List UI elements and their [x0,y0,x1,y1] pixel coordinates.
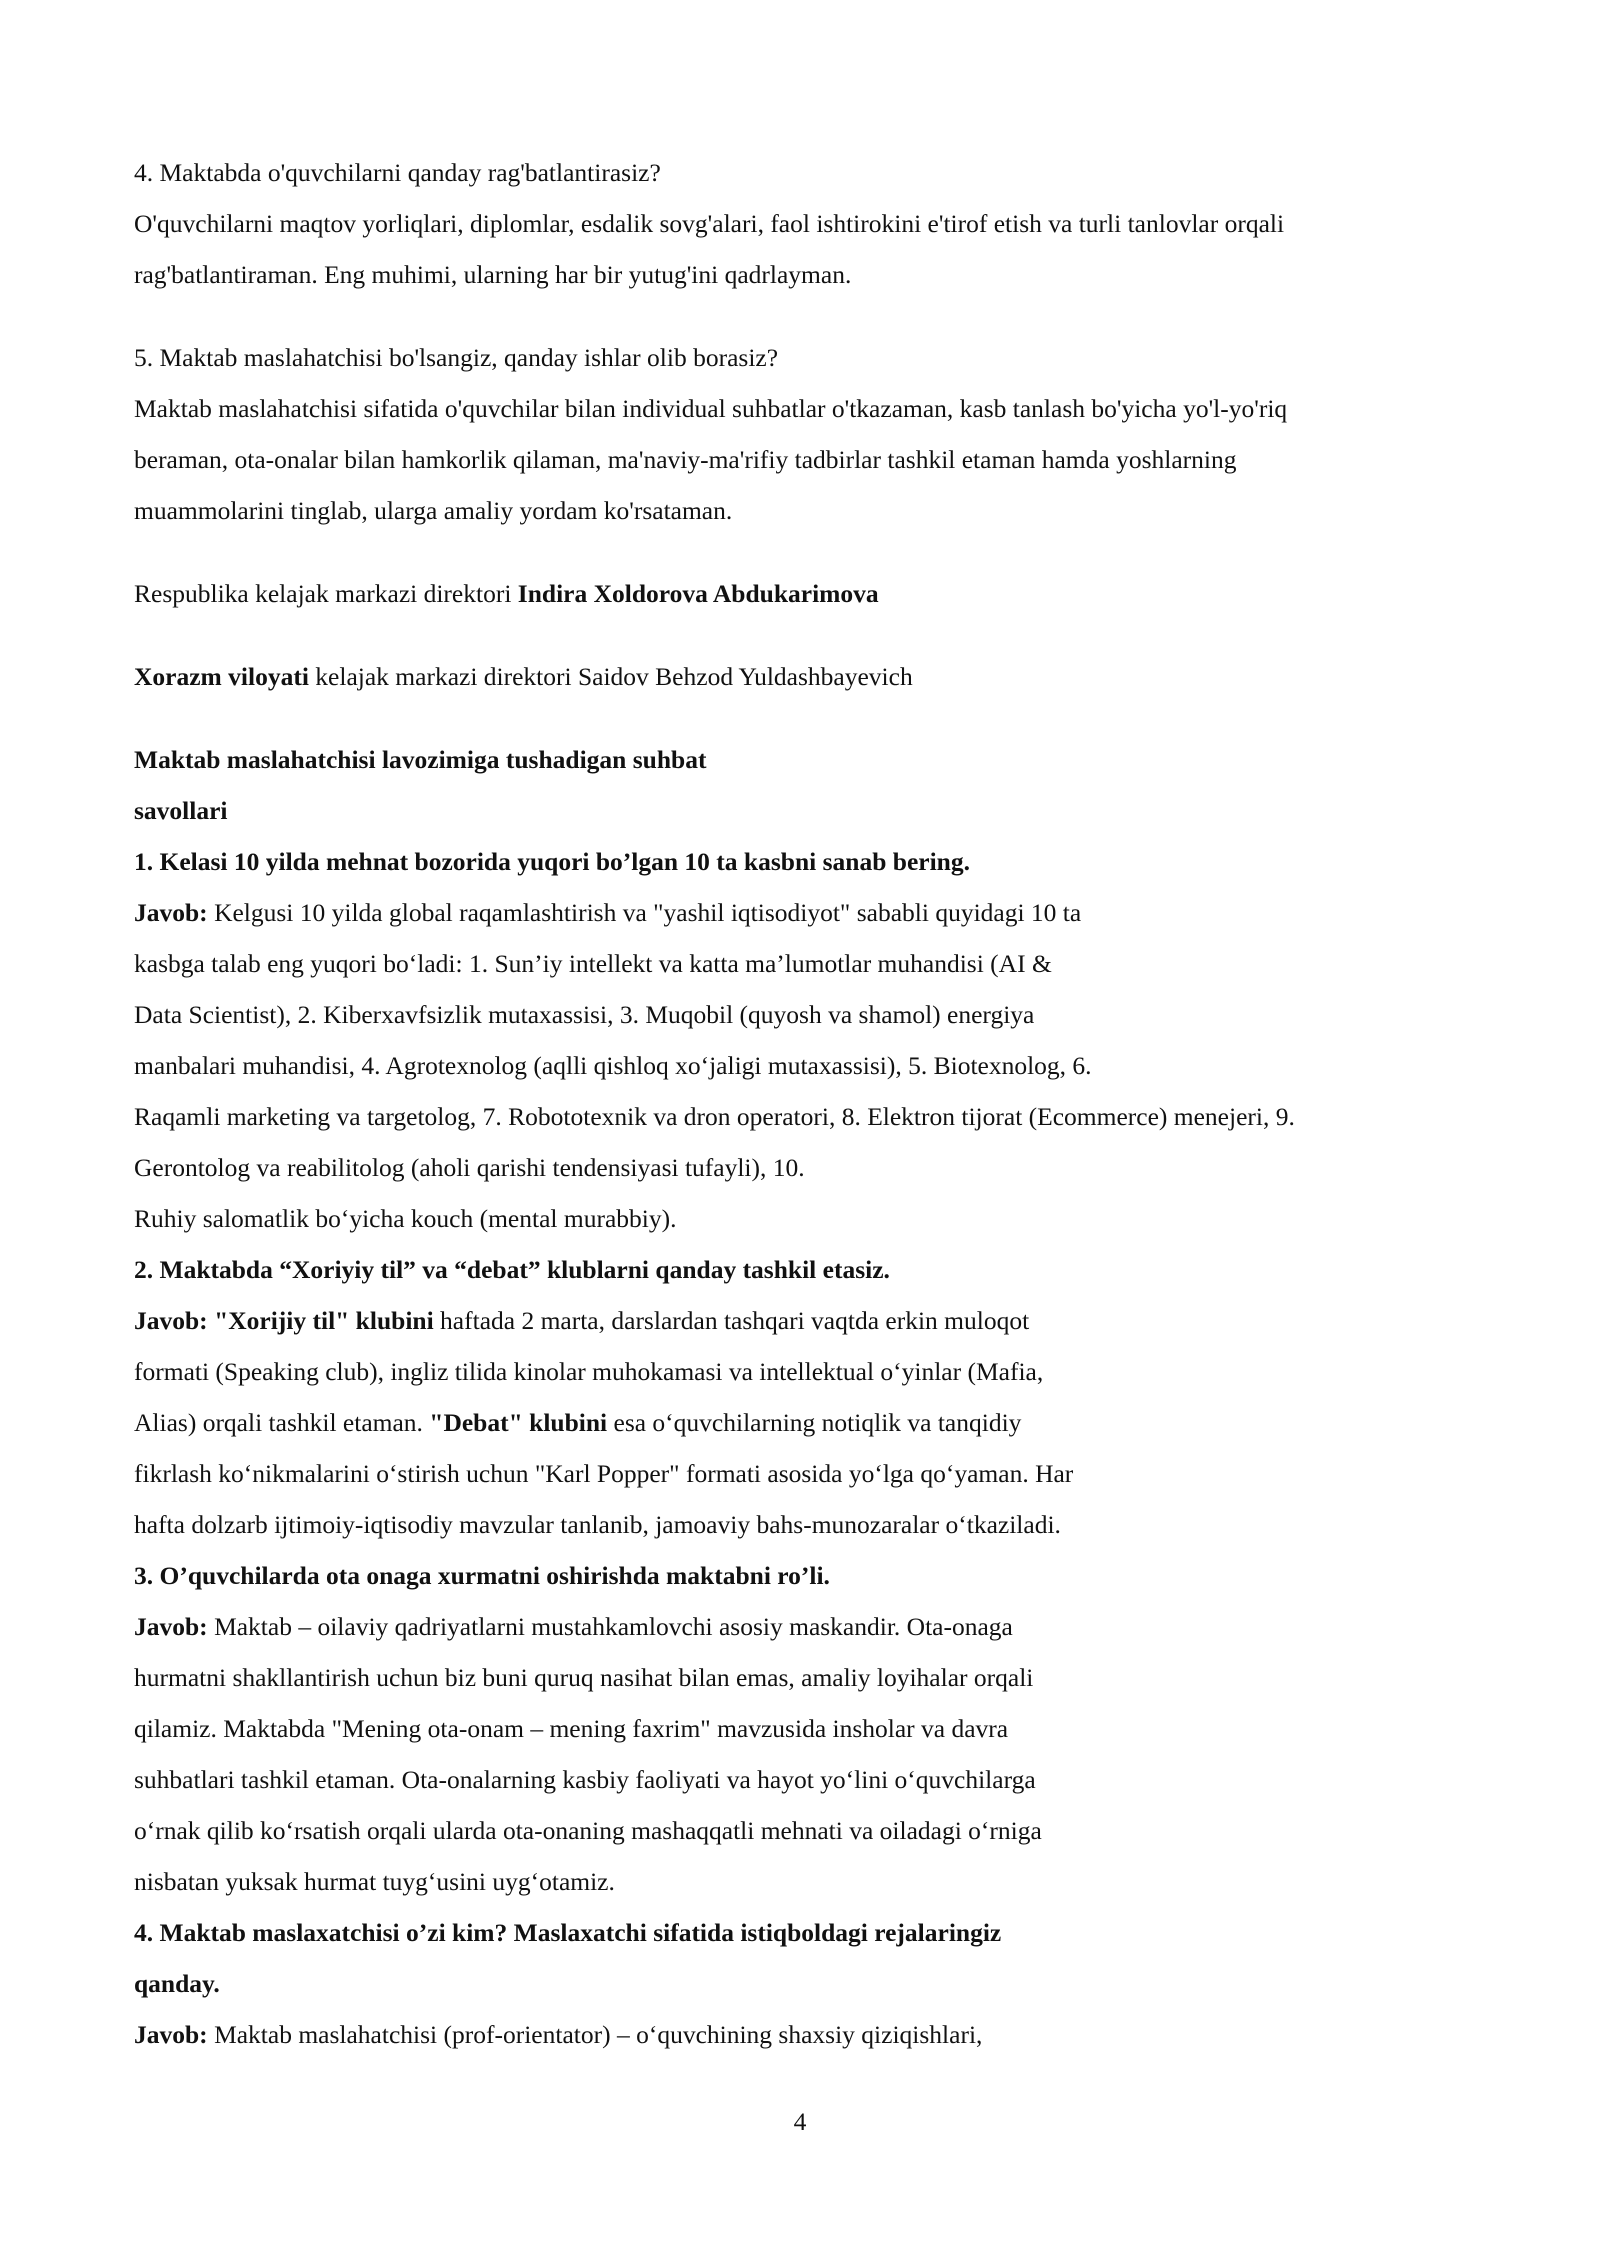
club-name: "Debat" klubini [429,1408,608,1437]
question: 3. O’quvchilarda ota onaga xurmatni oshirishda maktabni ro’li. [134,1561,830,1590]
answer-line: Data Scientist), 2. Kiberxavfsizlik mutaxassisi, 3. Muqobil (quyosh va shamol) energiya [134,1000,1035,1029]
signature-region: Xorazm viloyati [134,662,309,691]
answer-line: Alias) orqali tashkil etaman. "Debat" klubini esa oʻquvchilarning notiqlik va tanqidiy [134,1408,1022,1437]
question: 5. Maktab maslahatchisi bo'lsangiz, qanday ishlar olib borasiz? [134,343,779,372]
answer-line: suhbatlari tashkil etaman. Ota-onalarning kasbiy faoliyati va hayot yoʻlini oʻquvchilarga [134,1765,1036,1794]
answer-line: Javob: Kelgusi 10 yilda global raqamlashtirish va "yashil iqtisodiyot" sababli quyidagi 10 ta [134,898,1082,927]
answer-line: hurmatni shakllantirish uchun biz buni quruq nasihat bilan emas, amaliy loyihalar orqali [134,1663,1034,1692]
answer-line: muammolarini tinglab, ularga amaliy yordam ko'rsataman. [134,496,733,525]
answer-line: beraman, ota-onalar bilan hamkorlik qilaman, ma'naviy-ma'rifiy tadbirlar tashkil etaman hamda yoshlarning [134,445,1237,474]
spacer [134,300,1504,332]
answer-line: rag'batlantiraman. Eng muhimi, ularning har bir yutug'ini qadrlayman. [134,260,852,289]
javob-label: Javob: [134,1306,208,1335]
answer-line: oʻrnak qilib koʻrsatish orqali ularda ota-onaning mashaqqatli mehnati va oiladagi oʻrniga [134,1816,1042,1845]
answer-line: qilamiz. Maktabda "Mening ota-onam – mening faxrim" mavzusida insholar va davra [134,1714,1009,1743]
section-title: Maktab maslahatchisi lavozimiga tushadigan suhbat [134,745,707,774]
spacer [134,702,1504,734]
answer-line: nisbatan yuksak hurmat tuygʻusini uygʻotamiz. [134,1867,615,1896]
answer-line: Javob: Maktab maslahatchisi (prof-orientator) – oʻquvchining shaxsiy qiziqishlari, [134,2020,983,2049]
answer-line: Gerontolog va reabilitolog (aholi qarishi tendensiyasi tufayli), 10. [134,1153,805,1182]
answer-line: fikrlash koʻnikmalarini oʻstirish uchun "Karl Popper" formati asosida yoʻlga qoʻyaman. Har [134,1459,1074,1488]
answer-line: Raqamli marketing va targetolog, 7. Robototexnik va dron operatori, 8. Elektron tijorat (Ecommerce) menejeri, 9. [134,1102,1295,1131]
javob-label: Javob: [134,898,208,927]
answer-line: hafta dolzarb ijtimoiy-iqtisodiy mavzular tanlanib, jamoaviy bahs-munozaralar oʻtkaziladi. [134,1510,1061,1539]
question: 1. Kelasi 10 yilda mehnat bozorida yuqori bo’lgan 10 ta kasbni sanab bering. [134,847,970,876]
answer-line: kasbga talab eng yuqori boʻladi: 1. Sun’iy intellekt va katta ma’lumotlar muhandisi (AI & [134,949,1052,978]
spacer [134,619,1504,651]
question: qanday. [134,1969,220,1998]
club-name: "Xorijiy til" klubini [207,1306,434,1335]
page-content [134,147,1504,2060]
answer-line: Ruhiy salomatlik boʻyicha kouch (mental murabbiy). [134,1204,677,1233]
page-number: 4 [793,2107,807,2136]
signature-line-1 [134,568,1504,619]
signature-line-2 [134,651,1504,702]
answer-line: Maktab maslahatchisi sifatida o'quvchilar bilan individual suhbatlar o'tkazaman, kasb tanlash bo'yicha yo'l-yo'riq [134,394,1288,423]
answer-line: O'quvchilarni maqtov yorliqlari, diplomlar, esdalik sovg'alari, faol ishtirokini e'tirof etish va turli tanlovlar orqali [134,209,1285,238]
spacer [134,536,1504,568]
question: 2. Maktabda “Xoriyiy til” va “debat” klublarni qanday tashkil etasiz. [134,1255,890,1284]
signature-name: Indira Xoldorova Abdukarimova [517,579,879,608]
javob-label: Javob: [134,2020,208,2049]
signature-suffix: kelajak markazi direktori Saidov Behzod Yuldashbayevich [308,662,913,691]
question: 4. Maktab maslaxatchisi o’zi kim? Maslaxatchi sifatida istiqboldagi rejalaringiz [134,1918,1002,1947]
question: 4. Maktabda o'quvchilarni qanday rag'batlantirasiz? [134,158,661,187]
answer-line: manbalari muhandisi, 4. Agrotexnolog (aqlli qishloq xoʻjaligi mutaxassisi), 5. Biotexnolog, 6. [134,1051,1092,1080]
signature-prefix: Respublika kelajak markazi direktori [134,579,518,608]
section-title: savollari [134,796,228,825]
javob-label: Javob: [134,1612,208,1641]
answer-line: Javob: "Xorijiy til" klubini haftada 2 marta, darslardan tashqari vaqtda erkin muloqot [134,1306,1030,1335]
answer-line: Javob: Maktab – oilaviy qadriyatlarni mustahkamlovchi asosiy maskandir. Ota-onaga [134,1612,1013,1641]
answer-line: formati (Speaking club), ingliz tilida kinolar muhokamasi va intellektual oʻyinlar (Mafia, [134,1357,1044,1386]
